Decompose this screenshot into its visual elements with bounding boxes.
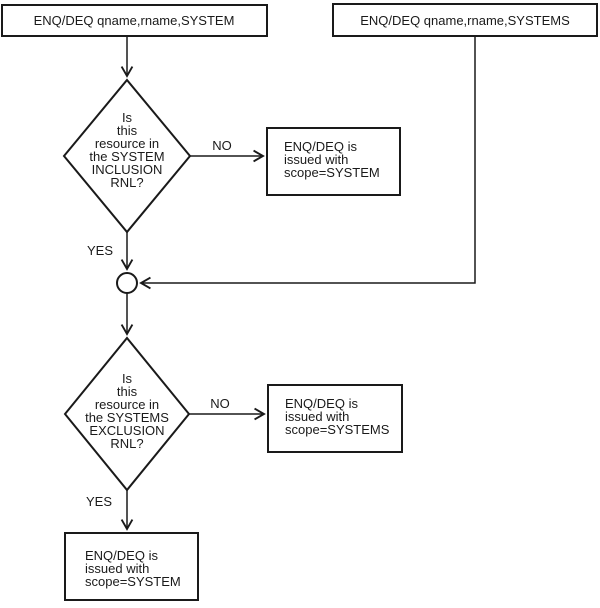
node-decision-inclusion bbox=[64, 80, 190, 232]
decision-inclusion-line1: Is bbox=[121, 110, 133, 125]
entry-system-label: ENQ/DEQ qname,rname,SYSTEM bbox=[33, 13, 235, 28]
result-exclusion-yes-line3: scope=SYSTEM bbox=[85, 574, 181, 589]
decision-inclusion-line2: this bbox=[116, 123, 138, 138]
flow-connectors bbox=[127, 36, 475, 529]
result-exclusion-yes-line2: issued with bbox=[85, 561, 150, 576]
node-result-inclusion-no bbox=[267, 128, 400, 195]
result-inclusion-no-line3: scope=SYSTEM bbox=[284, 165, 380, 180]
decision-inclusion-line4: the SYSTEM bbox=[89, 149, 165, 164]
decision-exclusion-line2: this bbox=[116, 384, 138, 399]
result-inclusion-no-line1: ENQ/DEQ is bbox=[284, 139, 357, 154]
node-result-exclusion-no bbox=[268, 385, 402, 452]
result-exclusion-no-line3: scope=SYSTEMS bbox=[285, 422, 390, 437]
decision2-no-label: NO bbox=[210, 396, 230, 411]
entry-systems-label: ENQ/DEQ qname,rname,SYSTEMS bbox=[360, 13, 570, 28]
decision-exclusion-line6: RNL? bbox=[110, 436, 144, 451]
node-entry-system bbox=[2, 5, 267, 36]
decision-exclusion-line1: Is bbox=[121, 371, 133, 386]
node-entry-systems bbox=[333, 4, 597, 36]
result-exclusion-no-line1: ENQ/DEQ is bbox=[285, 396, 358, 411]
result-exclusion-no-line2: issued with bbox=[285, 409, 350, 424]
decision-exclusion-line3: resource in bbox=[94, 397, 160, 412]
result-inclusion-no-line2: issued with bbox=[284, 152, 349, 167]
decision2-yes-label: YES bbox=[85, 494, 113, 509]
decision1-no-label: NO bbox=[212, 138, 232, 153]
decision1-yes-label: YES bbox=[86, 243, 114, 258]
node-decision-exclusion bbox=[65, 338, 189, 490]
connector-circle bbox=[117, 273, 137, 293]
node-result-exclusion-yes bbox=[65, 533, 198, 600]
decision-inclusion-line5: INCLUSION bbox=[91, 162, 163, 177]
decision-exclusion-line4: the SYSTEMS bbox=[85, 410, 169, 425]
decision-exclusion-line5: EXCLUSION bbox=[89, 423, 165, 438]
result-exclusion-yes-line1: ENQ/DEQ is bbox=[85, 548, 158, 563]
decision-inclusion-line6: RNL? bbox=[110, 175, 144, 190]
decision-inclusion-line3: resource in bbox=[94, 136, 160, 151]
